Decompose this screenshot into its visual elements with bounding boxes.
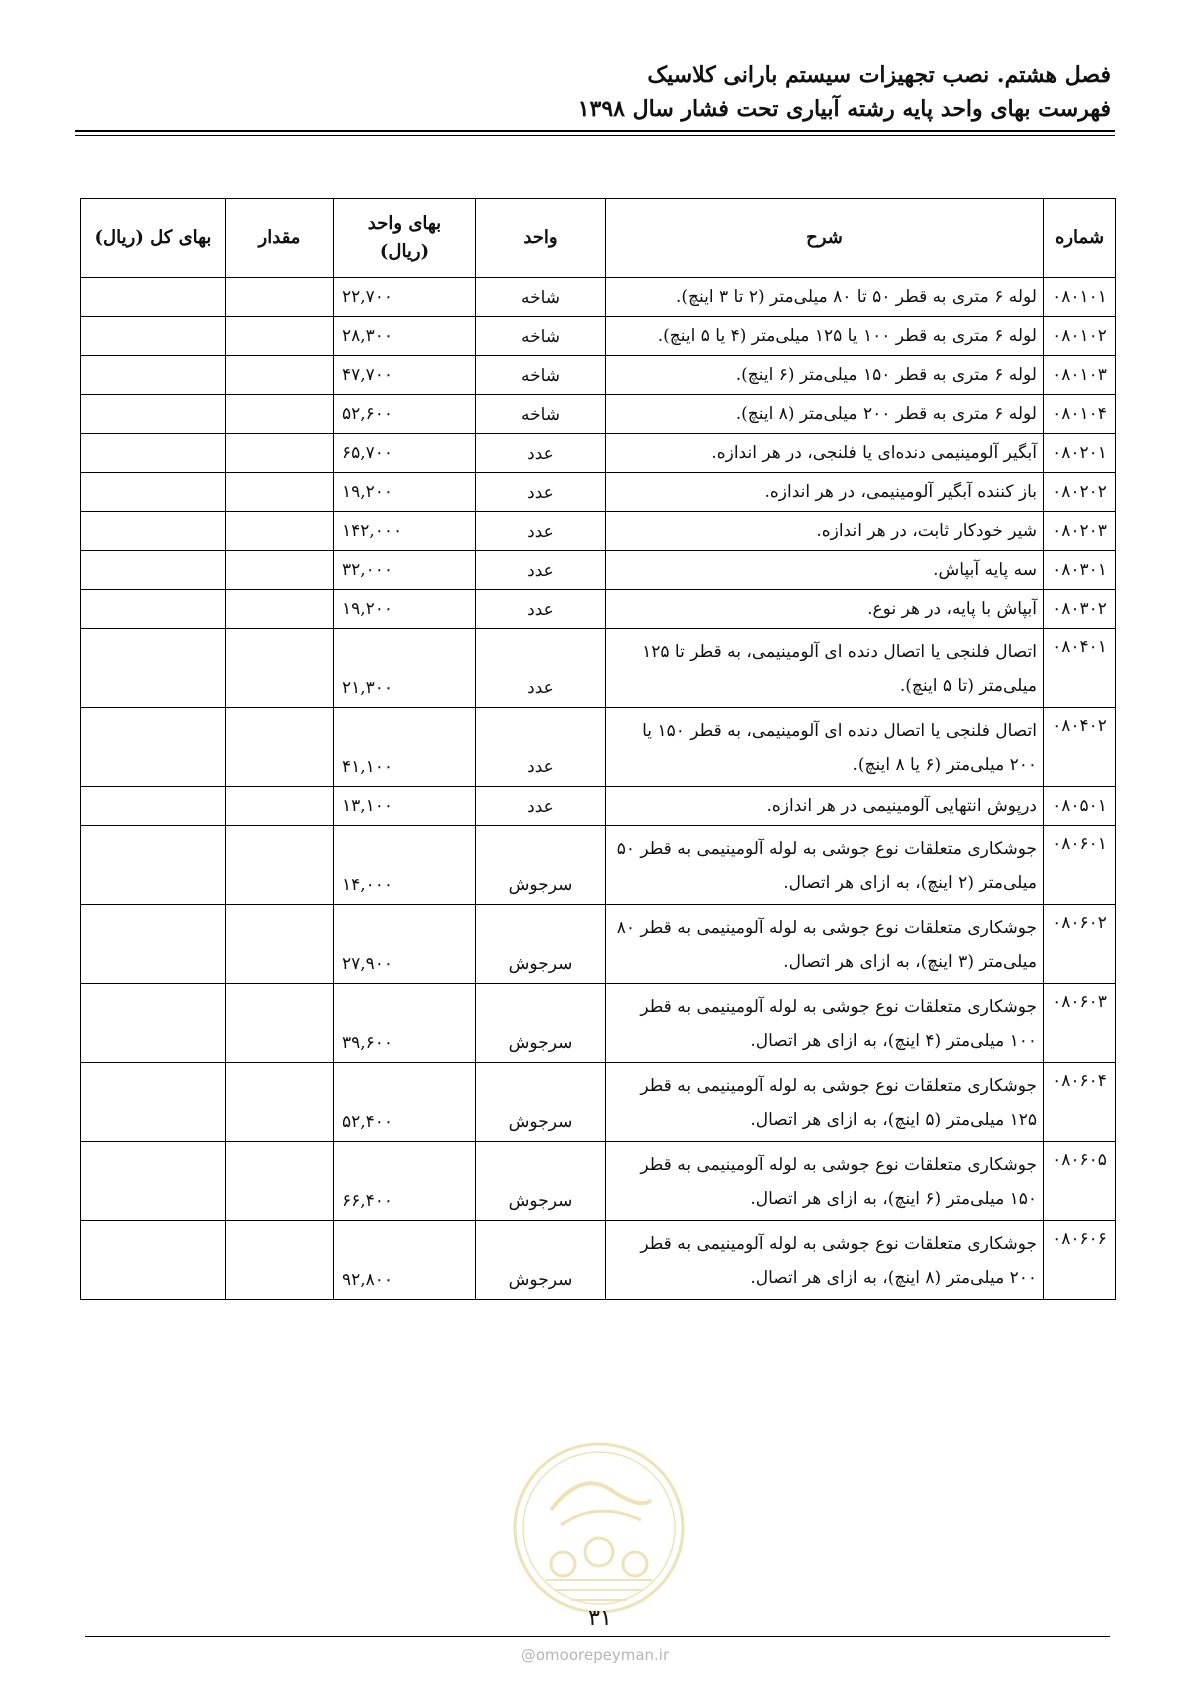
row-quantity bbox=[226, 1063, 334, 1142]
page-number: ۳۱ bbox=[588, 1606, 612, 1631]
row-total-price bbox=[81, 629, 226, 708]
row-description: لوله ۶ متری به قطر ۵۰ تا ۸۰ میلی‌متر (۲ تا ۳ اینچ). bbox=[606, 278, 1044, 317]
table-row bbox=[81, 434, 1116, 473]
unit-price-currency: (ریال) bbox=[379, 241, 430, 262]
table-row bbox=[81, 1221, 1116, 1300]
row-quantity bbox=[226, 787, 334, 826]
row-quantity bbox=[226, 278, 334, 317]
row-quantity bbox=[226, 1142, 334, 1221]
row-unit-price: ۵۲,۴۰۰ bbox=[334, 1063, 476, 1142]
table-row bbox=[81, 356, 1116, 395]
table-row bbox=[81, 473, 1116, 512]
row-description: درپوش انتهایی آلومینیمی در هر اندازه. bbox=[606, 787, 1044, 826]
row-unit: سرجوش bbox=[476, 826, 606, 905]
row-unit-price: ۵۲,۶۰۰ bbox=[334, 395, 476, 434]
table-row bbox=[81, 787, 1116, 826]
row-unit: عدد bbox=[476, 434, 606, 473]
row-quantity bbox=[226, 905, 334, 984]
row-quantity bbox=[226, 551, 334, 590]
chapter-title: فصل هشتم. نصب تجهیزات سیستم بارانی کلاسیک bbox=[647, 62, 1111, 88]
seal-watermark-icon bbox=[511, 1440, 687, 1616]
seal-calligraphy-stroke bbox=[561, 1511, 641, 1525]
footer-rule bbox=[85, 1636, 1110, 1637]
row-unit-price: ۳۹,۶۰۰ bbox=[334, 984, 476, 1063]
row-unit-price: ۱۳,۱۰۰ bbox=[334, 787, 476, 826]
row-unit-price: ۲۲,۷۰۰ bbox=[334, 278, 476, 317]
row-unit: شاخه bbox=[476, 356, 606, 395]
row-number: ۰۸۰۶۰۳ bbox=[1044, 984, 1116, 1063]
row-unit: سرجوش bbox=[476, 984, 606, 1063]
seal-grid-icon bbox=[546, 1580, 652, 1600]
seal-scale-icon bbox=[551, 1552, 575, 1576]
table-row bbox=[81, 629, 1116, 708]
table-header-row bbox=[81, 199, 1116, 278]
row-number: ۰۸۰۴۰۱ bbox=[1044, 629, 1116, 708]
table-row bbox=[81, 317, 1116, 356]
table-row bbox=[81, 1063, 1116, 1142]
row-number: ۰۸۰۳۰۲ bbox=[1044, 590, 1116, 629]
table-row bbox=[81, 395, 1116, 434]
row-total-price bbox=[81, 708, 226, 787]
table-row bbox=[81, 905, 1116, 984]
row-number: ۰۸۰۳۰۱ bbox=[1044, 551, 1116, 590]
row-description: جوشکاری متعلقات نوع جوشی به لوله آلومینیمی به قطر ۲۰۰ میلی‌متر (۸ اینچ)، به ازای هر اتصال. bbox=[606, 1221, 1044, 1300]
row-total-price bbox=[81, 356, 226, 395]
row-description: جوشکاری متعلقات نوع جوشی به لوله آلومینیمی به قطر ۱۰۰ میلی‌متر (۴ اینچ)، به ازای هر اتصال. bbox=[606, 984, 1044, 1063]
row-quantity bbox=[226, 473, 334, 512]
row-total-price bbox=[81, 434, 226, 473]
row-unit: عدد bbox=[476, 629, 606, 708]
row-total-price bbox=[81, 1063, 226, 1142]
footer-website: @omoorepeyman.ir bbox=[520, 1646, 670, 1664]
header-rule-thin bbox=[75, 135, 1115, 136]
row-unit-price: ۲۸,۳۰۰ bbox=[334, 317, 476, 356]
col-header-unit: واحد bbox=[476, 199, 606, 278]
header-rule-thick bbox=[75, 130, 1115, 132]
row-unit: سرجوش bbox=[476, 1142, 606, 1221]
row-unit: عدد bbox=[476, 787, 606, 826]
row-number: ۰۸۰۶۰۱ bbox=[1044, 826, 1116, 905]
row-quantity bbox=[226, 826, 334, 905]
row-description: جوشکاری متعلقات نوع جوشی به لوله آلومینیمی به قطر ۱۵۰ میلی‌متر (۶ اینچ)، به ازای هر اتصال. bbox=[606, 1142, 1044, 1221]
price-table bbox=[80, 198, 1116, 1300]
row-total-price bbox=[81, 317, 226, 356]
row-description: باز کننده آبگیر آلومینیمی، در هر اندازه. bbox=[606, 473, 1044, 512]
row-quantity bbox=[226, 590, 334, 629]
row-unit: سرجوش bbox=[476, 1063, 606, 1142]
table-body bbox=[81, 278, 1116, 1300]
row-unit: عدد bbox=[476, 708, 606, 787]
row-total-price bbox=[81, 1221, 226, 1300]
row-number: ۰۸۰۴۰۲ bbox=[1044, 708, 1116, 787]
table-row bbox=[81, 984, 1116, 1063]
row-unit-price: ۱۴۲,۰۰۰ bbox=[334, 512, 476, 551]
row-unit-price: ۲۷,۹۰۰ bbox=[334, 905, 476, 984]
row-total-price bbox=[81, 905, 226, 984]
row-unit-price: ۳۲,۰۰۰ bbox=[334, 551, 476, 590]
row-description: لوله ۶ متری به قطر ۱۵۰ میلی‌متر (۶ اینچ). bbox=[606, 356, 1044, 395]
table-row bbox=[81, 1142, 1116, 1221]
table-row bbox=[81, 826, 1116, 905]
col-header-number: شماره bbox=[1044, 199, 1116, 278]
row-description: آبپاش با پایه، در هر نوع. bbox=[606, 590, 1044, 629]
row-unit-price: ۱۹,۲۰۰ bbox=[334, 590, 476, 629]
row-total-price bbox=[81, 590, 226, 629]
price-list-title: فهرست بهای واحد پایه رشته آبیاری تحت فشار سال ۱۳۹۸ bbox=[577, 96, 1111, 122]
row-number: ۰۸۰۱۰۳ bbox=[1044, 356, 1116, 395]
row-quantity bbox=[226, 512, 334, 551]
row-quantity bbox=[226, 317, 334, 356]
row-number: ۰۸۰۵۰۱ bbox=[1044, 787, 1116, 826]
row-number: ۰۸۰۶۰۲ bbox=[1044, 905, 1116, 984]
row-number: ۰۸۰۲۰۱ bbox=[1044, 434, 1116, 473]
row-description: جوشکاری متعلقات نوع جوشی به لوله آلومینیمی به قطر ۸۰ میلی‌متر (۳ اینچ)، به ازای هر اتصال. bbox=[606, 905, 1044, 984]
table-row bbox=[81, 512, 1116, 551]
row-total-price bbox=[81, 512, 226, 551]
row-description: اتصال فلنجی یا اتصال دنده ای آلومینیمی، به قطر ۱۵۰ یا ۲۰۰ میلی‌متر (۶ یا ۸ اینچ). bbox=[606, 708, 1044, 787]
row-unit: سرجوش bbox=[476, 1221, 606, 1300]
row-quantity bbox=[226, 984, 334, 1063]
row-unit-price: ۶۵,۷۰۰ bbox=[334, 434, 476, 473]
seal-inner-ring bbox=[523, 1452, 675, 1604]
col-header-unit-price bbox=[334, 199, 476, 278]
row-description: لوله ۶ متری به قطر ۱۰۰ یا ۱۲۵ میلی‌متر (۴ یا ۵ اینچ). bbox=[606, 317, 1044, 356]
row-quantity bbox=[226, 629, 334, 708]
unit-price-label: بهای واحد bbox=[367, 213, 442, 234]
row-unit-price: ۹۲,۸۰۰ bbox=[334, 1221, 476, 1300]
row-unit-price: ۴۷,۷۰۰ bbox=[334, 356, 476, 395]
row-unit-price: ۶۶,۴۰۰ bbox=[334, 1142, 476, 1221]
row-total-price bbox=[81, 395, 226, 434]
row-description: شیر خودکار ثابت، در هر اندازه. bbox=[606, 512, 1044, 551]
row-description: جوشکاری متعلقات نوع جوشی به لوله آلومینیمی به قطر ۵۰ میلی‌متر (۲ اینچ)، به ازای هر اتصال. bbox=[606, 826, 1044, 905]
row-quantity bbox=[226, 708, 334, 787]
row-description: اتصال فلنجی یا اتصال دنده ای آلومینیمی، به قطر تا ۱۲۵ میلی‌متر (تا ۵ اینچ). bbox=[606, 629, 1044, 708]
row-number: ۰۸۰۶۰۵ bbox=[1044, 1142, 1116, 1221]
seal-hand-icon bbox=[623, 1552, 647, 1576]
row-total-price bbox=[81, 551, 226, 590]
row-unit: شاخه bbox=[476, 395, 606, 434]
row-total-price bbox=[81, 473, 226, 512]
row-number: ۰۸۰۶۰۶ bbox=[1044, 1221, 1116, 1300]
row-unit: عدد bbox=[476, 473, 606, 512]
row-unit: عدد bbox=[476, 551, 606, 590]
row-number: ۰۸۰۱۰۲ bbox=[1044, 317, 1116, 356]
row-total-price bbox=[81, 984, 226, 1063]
row-description: جوشکاری متعلقات نوع جوشی به لوله آلومینیمی به قطر ۱۲۵ میلی‌متر (۵ اینچ)، به ازای هر اتصال. bbox=[606, 1063, 1044, 1142]
row-description: آبگیر آلومینیمی دنده‌ای یا فلنجی، در هر اندازه. bbox=[606, 434, 1044, 473]
row-unit-price: ۱۴,۰۰۰ bbox=[334, 826, 476, 905]
row-unit: عدد bbox=[476, 590, 606, 629]
seal-gear-icon bbox=[585, 1538, 613, 1566]
row-unit: شاخه bbox=[476, 278, 606, 317]
row-total-price bbox=[81, 826, 226, 905]
page-header bbox=[71, 58, 1111, 126]
row-unit-price: ۲۱,۳۰۰ bbox=[334, 629, 476, 708]
row-description: لوله ۶ متری به قطر ۲۰۰ میلی‌متر (۸ اینچ). bbox=[606, 395, 1044, 434]
row-number: ۰۸۰۱۰۱ bbox=[1044, 278, 1116, 317]
row-quantity bbox=[226, 434, 334, 473]
col-header-total-price: بهای کل (ریال) bbox=[81, 199, 226, 278]
seal-calligraphy-stroke bbox=[551, 1483, 651, 1510]
row-quantity bbox=[226, 356, 334, 395]
row-number: ۰۸۰۶۰۴ bbox=[1044, 1063, 1116, 1142]
seal-outer-ring bbox=[515, 1444, 683, 1612]
row-unit-price: ۴۱,۱۰۰ bbox=[334, 708, 476, 787]
col-header-description: شرح bbox=[606, 199, 1044, 278]
row-unit: عدد bbox=[476, 512, 606, 551]
row-number: ۰۸۰۱۰۴ bbox=[1044, 395, 1116, 434]
row-unit-price: ۱۹,۲۰۰ bbox=[334, 473, 476, 512]
row-number: ۰۸۰۲۰۳ bbox=[1044, 512, 1116, 551]
row-total-price bbox=[81, 1142, 226, 1221]
table-row bbox=[81, 590, 1116, 629]
row-total-price bbox=[81, 278, 226, 317]
row-unit: سرجوش bbox=[476, 905, 606, 984]
row-total-price bbox=[81, 787, 226, 826]
row-unit: شاخه bbox=[476, 317, 606, 356]
row-number: ۰۸۰۲۰۲ bbox=[1044, 473, 1116, 512]
table-row bbox=[81, 278, 1116, 317]
table-row bbox=[81, 551, 1116, 590]
row-quantity bbox=[226, 1221, 334, 1300]
table-row bbox=[81, 708, 1116, 787]
row-quantity bbox=[226, 395, 334, 434]
row-description: سه پایه آبپاش. bbox=[606, 551, 1044, 590]
col-header-quantity: مقدار bbox=[226, 199, 334, 278]
